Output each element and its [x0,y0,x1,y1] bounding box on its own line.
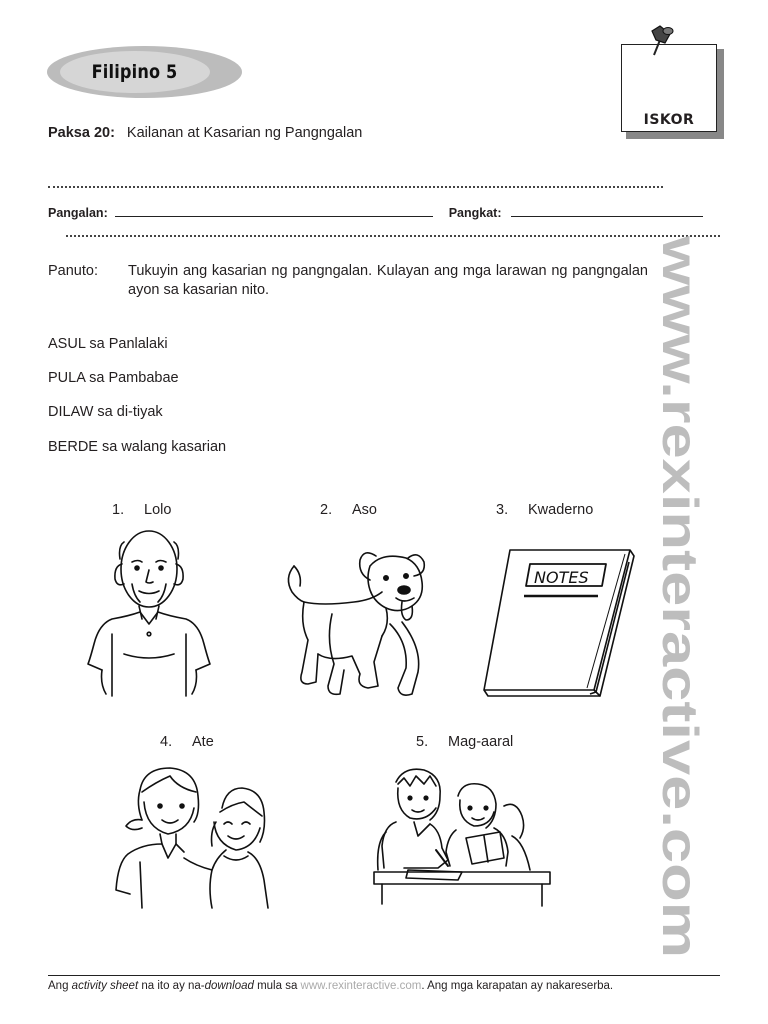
notebook-cover-text: NOTES [534,568,589,587]
grandfather-illustration[interactable] [84,524,214,696]
students-illustration[interactable] [374,766,558,906]
group-field[interactable] [511,204,703,217]
name-field[interactable] [115,204,433,217]
student-info-row [48,204,720,220]
topic-label: Paksa 20: [48,125,115,141]
score-label: ISKOR [643,112,695,128]
item-1-label: 1. Lolo [112,502,172,518]
dotted-rule-top [48,186,663,188]
name-label: Pangalan: [48,206,108,220]
dog-illustration[interactable] [282,544,434,702]
subject-banner [60,51,210,93]
footer-rule [48,975,720,976]
older-sister-illustration[interactable] [112,762,270,908]
footer-link[interactable]: www.rexinteractive.com [300,980,422,992]
item-3-label: 3. Kwaderno [496,502,594,518]
watermark-text: www.rexinteractive.com [652,236,708,807]
color-key-red: PULA sa Pambabae [48,370,179,386]
notebook-illustration[interactable] [482,548,638,700]
group-label: Pangkat: [448,206,502,220]
directions-text: Tukuyin ang kasarian ng pangngalan. Kulayan ang mga larawan ng pangngalan ayon sa kasarian nito. [128,263,648,298]
color-key-yellow: DILAW sa di-tiyak [48,404,163,420]
color-key-green: BERDE sa walang kasarian [48,439,227,455]
directions-label: Panuto: [48,263,98,279]
color-key-blue: ASUL sa Panlalaki [48,336,168,352]
item-2-label: 2. Aso [320,502,377,518]
topic-line [48,125,362,141]
pushpin-icon [646,22,680,58]
watermark [618,236,748,964]
item-5-label: 5. Mag-aaral [416,734,514,750]
item-4-label: 4. Ate [160,734,214,750]
footer: Ang activity sheet na ito ay na-download mula sa www.rexinteractive.com. Ang mga karapatan ay nakareserba. [48,980,614,992]
subject-title: Filipino 5 [92,61,178,83]
topic-title: Kailanan at Kasarian ng Pangngalan [126,125,363,141]
